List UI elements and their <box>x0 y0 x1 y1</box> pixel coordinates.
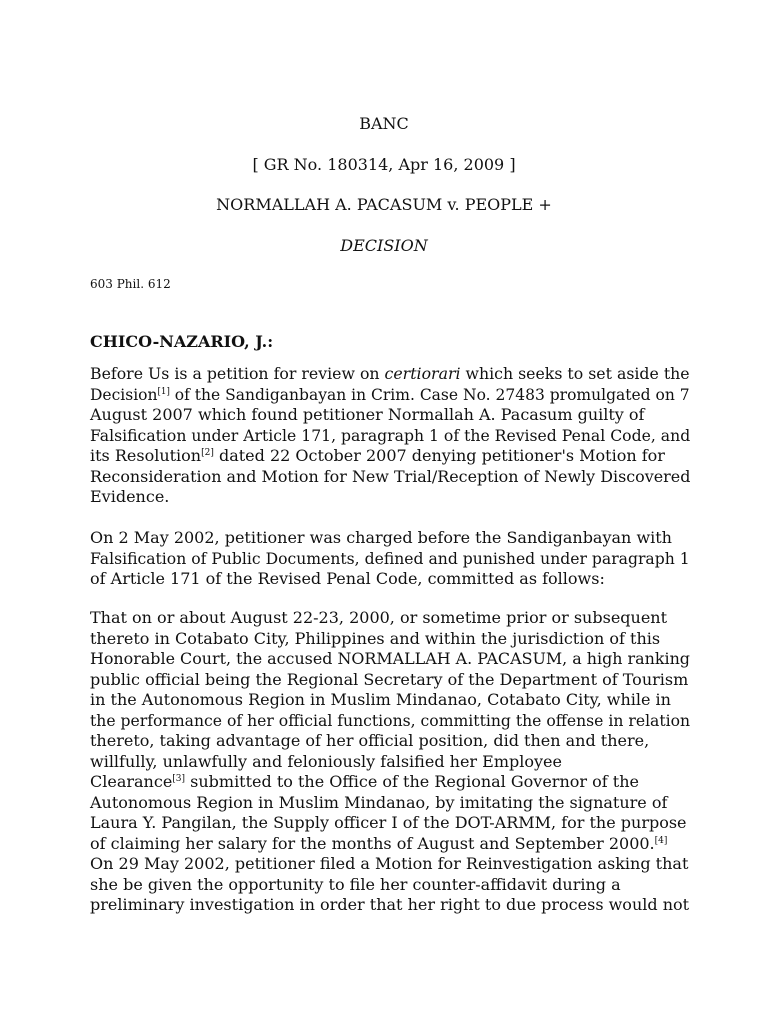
text-segment: its Resolution <box>90 446 202 465</box>
text-line: On 2 May 2002, petitioner was charged before the Sandiganbayan with <box>90 528 672 547</box>
text-segment: Decision <box>90 384 158 404</box>
text-line: Falsification of Public Documents, defined and punished under paragraph 1 <box>90 548 690 568</box>
text-line: in the Autonomous Region in Muslim Mindanao, Cotabato City, while in <box>90 690 671 709</box>
text-segment: of the Sandiganbayan in Crim. Case No. 27483 promulgated on 7 <box>169 384 690 404</box>
footnote-link-2[interactable]: [2] <box>201 448 214 458</box>
text-line: of Article 171 of the Revised Penal Code, committed as follows: <box>90 569 605 588</box>
text-line: thereto, taking advantage of her official position, did then and there, <box>90 731 650 750</box>
paragraph-information <box>90 608 690 854</box>
footnote-link-4[interactable]: [4] <box>654 835 668 846</box>
text-line: preliminary investigation in order that her right to due process would not <box>90 895 690 914</box>
text-line: That on or about August 22-23, 2000, or sometime prior or subsequent <box>90 608 668 627</box>
text-line: thereto in Cotabato City, Philippines and within the jurisdiction of this <box>90 628 661 648</box>
footnote-link-1[interactable]: [1] <box>157 386 170 397</box>
text-segment: dated 22 October 2007 denying petitioner's Motion for <box>213 446 665 465</box>
footnote-link-3[interactable]: [3] <box>172 774 186 784</box>
text-line: On 29 May 2002, petitioner filed a Motion for Reinvestigation asking that <box>90 854 689 873</box>
text-segment: Clearance <box>90 772 173 791</box>
court-heading: BANC <box>359 114 409 133</box>
text-line: Falsification under Article 171, paragraph 1 of the Revised Penal Code, and <box>90 425 691 445</box>
text-segment: which seeks to set aside the <box>460 364 690 383</box>
text-line <box>90 772 690 793</box>
paragraph-charge <box>90 528 690 590</box>
text-line: Honorable Court, the accused NORMALLAH A. PACASUM, a high ranking <box>90 649 690 668</box>
text-line: willfully, unlawfully and feloniously falsified her Employee <box>90 751 562 771</box>
document-type: DECISION <box>340 236 428 255</box>
text-line: August 2007 which found petitioner Normallah A. Pacasum guilty of <box>90 405 645 424</box>
text-line <box>90 446 690 467</box>
report-citation: 603 Phil. 612 <box>90 277 171 291</box>
text-segment: submitted to the Office of the Regional Governor of the <box>185 772 639 791</box>
text-line: public official being the Regional Secretary of the Department of Tourism <box>90 669 689 689</box>
ponente: CHICO-NAZARIO, J.: <box>90 332 274 351</box>
text-segment: Before Us is a petition for review on <box>90 364 385 383</box>
text-line <box>90 384 690 406</box>
case-number: [ GR No. 180314, Apr 16, 2009 ] <box>252 155 516 174</box>
text-line: Laura Y. Pangilan, the Supply officer I of the DOT-ARMM, for the purpose <box>90 813 687 832</box>
paragraph-reinvestigation <box>90 854 690 916</box>
case-title: NORMALLAH A. PACASUM v. PEOPLE + <box>216 195 552 214</box>
text-line: she be given the opportunity to file her counter-affidavit during a <box>90 874 621 894</box>
italic-term: certiorari <box>384 364 461 383</box>
text-line <box>90 834 690 855</box>
text-segment: of claiming her salary for the months of August and September 2000. <box>90 833 655 853</box>
paragraph-petition <box>90 364 690 508</box>
text-line: the performance of her official functions, committing the offense in relation <box>90 710 691 730</box>
text-line: Reconsideration and Motion for New Trial/Reception of Newly Discovered <box>90 466 691 486</box>
text-line: Autonomous Region in Muslim Mindanao, by imitating the signature of <box>90 792 668 812</box>
text-line <box>90 364 690 385</box>
text-line: Evidence. <box>90 487 170 506</box>
